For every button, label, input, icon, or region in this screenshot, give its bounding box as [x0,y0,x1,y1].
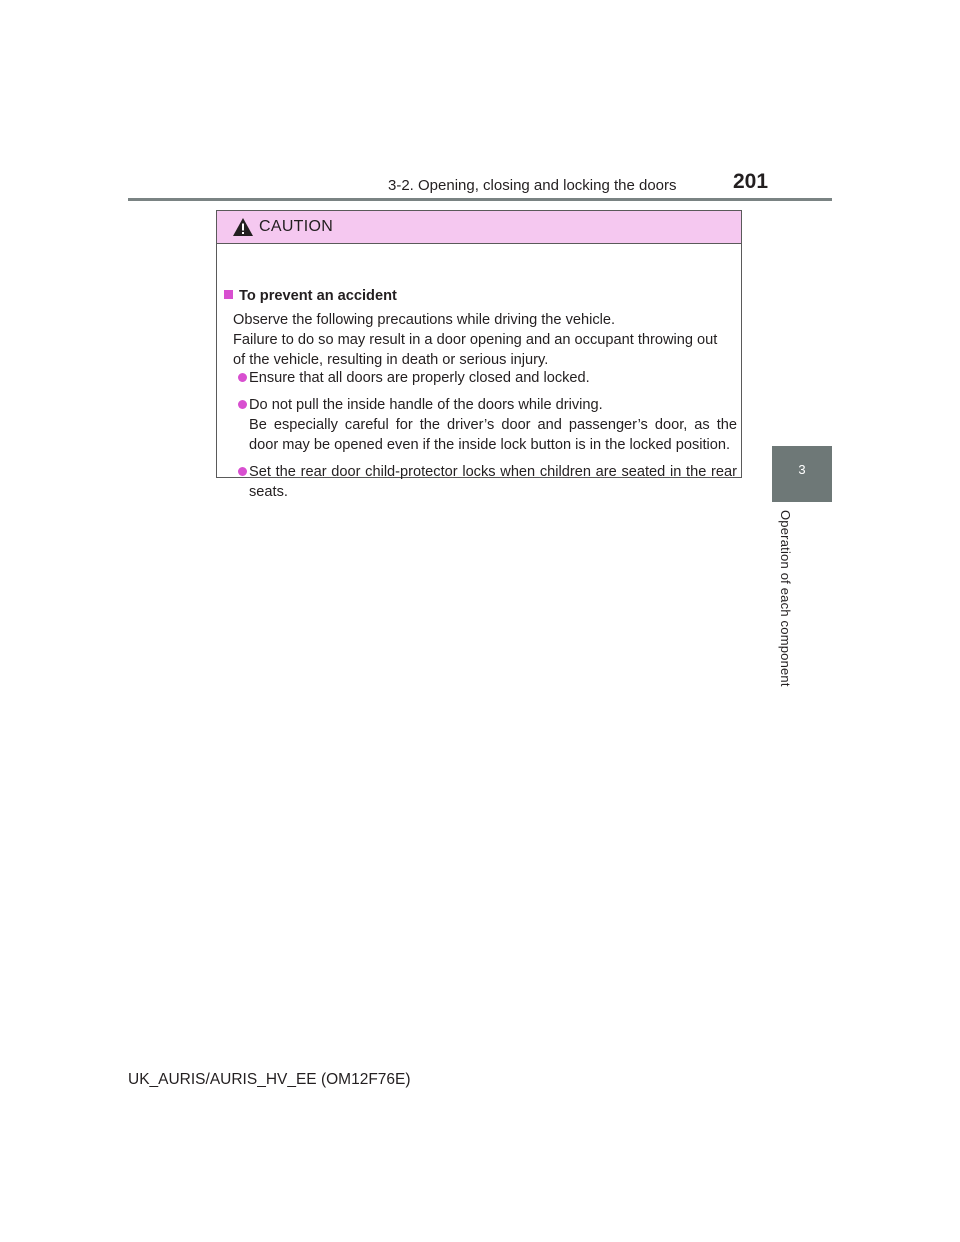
caution-box [216,210,742,500]
caution-header [217,211,741,244]
warning-triangle-icon [232,217,254,237]
list-item [237,368,737,388]
list-item [237,395,737,455]
model-code-footer: UK_AURIS/AURIS_HV_EE (OM12F76E) [128,1071,411,1088]
list-item [237,462,737,502]
list-item-detail: Be especially careful for the driver’s door and passenger’s door, as the door may be opened even if the inside lock button is in the locked position. [249,417,737,453]
chapter-number: 3 [798,462,806,477]
round-bullet-icon [238,467,247,476]
round-bullet-icon [238,373,247,382]
chapter-tab [772,446,832,502]
caution-list [237,368,737,509]
page-number: 201 [733,170,769,193]
caution-title: CAUTION [259,218,334,235]
chapter-title: Operation of each component [778,510,793,687]
section-title: 3-2. Opening, closing and locking the doors [388,177,677,194]
chapter-label-wrap [770,510,804,700]
caution-topic [224,286,397,306]
round-bullet-icon [238,400,247,409]
caution-intro-1: Observe the following precautions while driving the vehicle. [233,312,616,328]
square-bullet-icon [224,290,233,299]
list-item-text: Set the rear door child-protector locks when children are seated in the rear seats. [249,464,737,500]
list-item-text: Ensure that all doors are properly closed and locked. [249,370,590,386]
caution-intro-2: Failure to do so may result in a door opening and an occupant throwing out of the vehicle, resulting in death or serious injury. [233,332,718,368]
caution-topic-text: To prevent an accident [239,288,397,304]
list-item-text: Do not pull the inside handle of the doors while driving. [249,397,603,413]
header-divider [128,198,832,201]
